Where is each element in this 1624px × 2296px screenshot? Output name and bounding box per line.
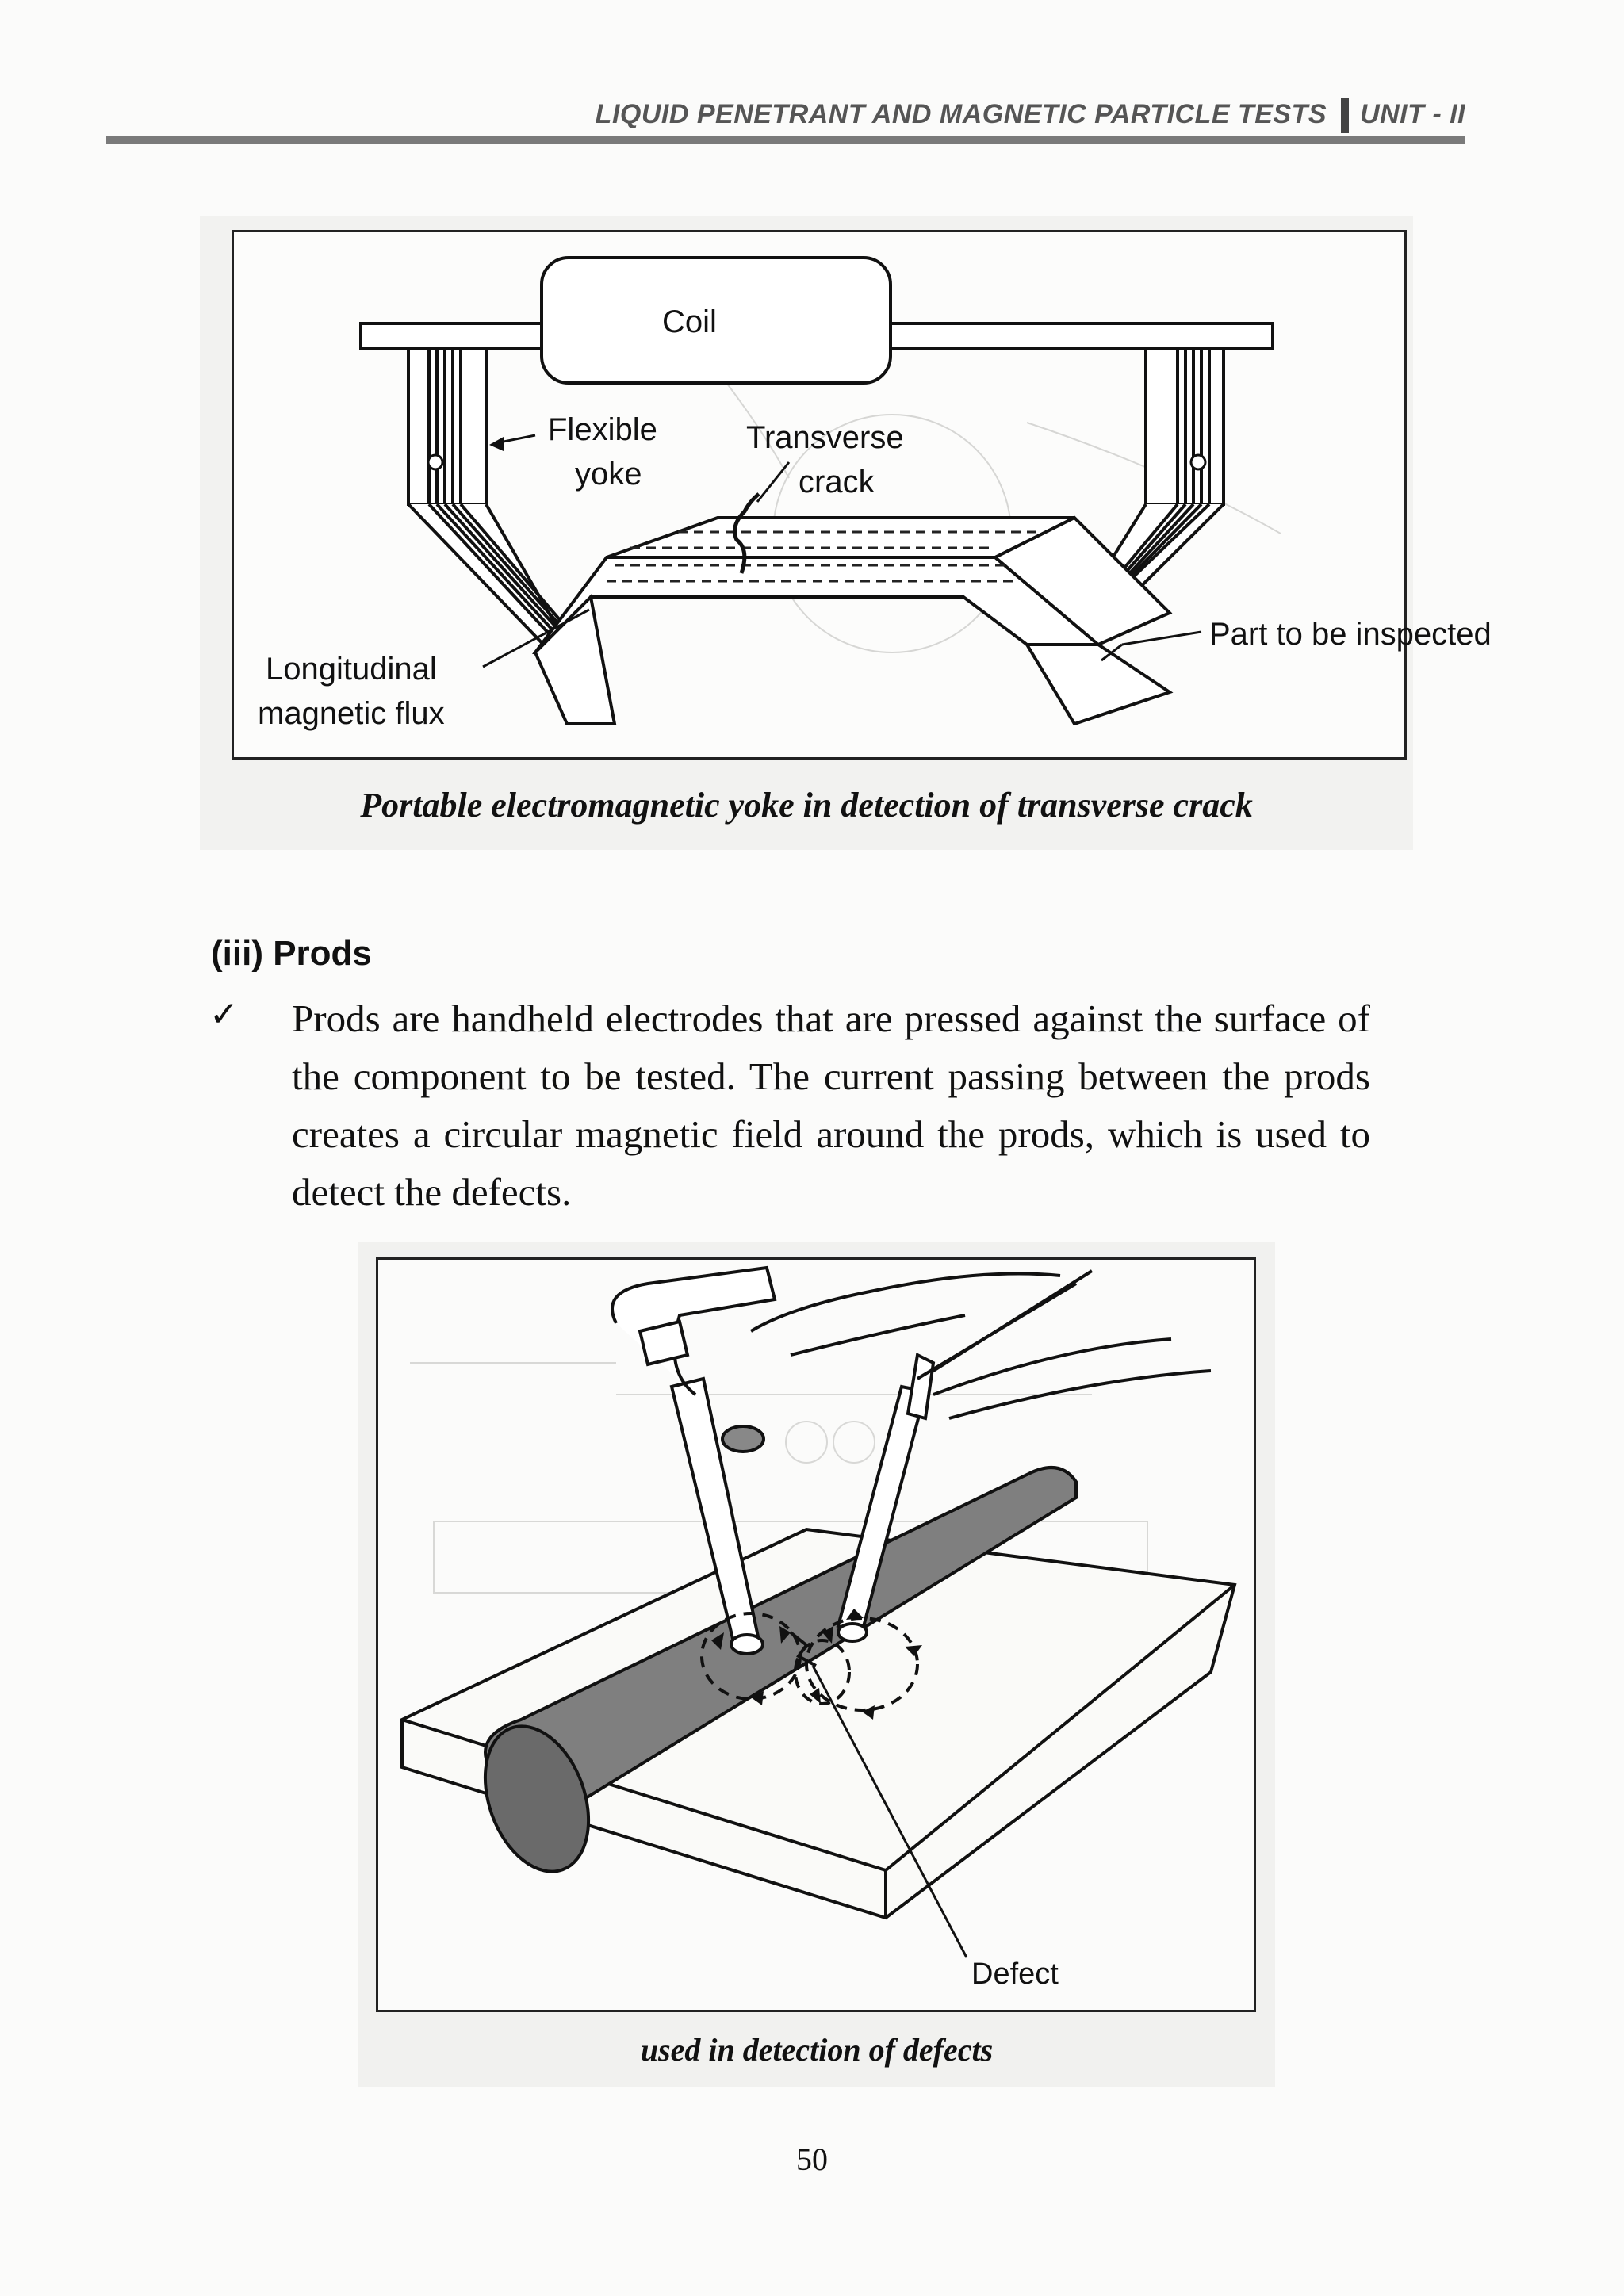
- figure-prods: [358, 1242, 1275, 2087]
- label-part-to-be-inspected: Part to be inspected: [1209, 617, 1492, 652]
- header-separator: [1341, 98, 1349, 133]
- label-defect: Defect: [971, 1957, 1059, 1991]
- bullet-paragraph: Prods are handheld electrodes that are pressed against the surface of the component to be tested. The current passing between the prods creates a circular magnetic field around the prods, which is used to detect the defects.: [292, 997, 1370, 1214]
- checkmark-icon: ✓: [209, 994, 239, 1035]
- section-heading: (iii) Prods: [211, 934, 372, 973]
- label-coil: Coil: [662, 304, 717, 339]
- label-longitudinal: Longitudinal: [266, 652, 437, 687]
- figure-yoke-frame: [232, 230, 1492, 760]
- pivot-left-circle: [428, 455, 442, 469]
- label-flexible-yoke-1: Flexible: [548, 412, 657, 447]
- page-number: 50: [796, 2141, 828, 2177]
- label-transverse-crack-1: Transverse: [746, 420, 904, 455]
- figure-prods-caption: used in detection of defects: [640, 2032, 994, 2068]
- prods-illustration: [378, 1260, 1254, 2010]
- label-magnetic-flux: magnetic flux: [258, 696, 445, 731]
- running-header: [106, 94, 1465, 143]
- header-title: LIQUID PENETRANT AND MAGNETIC PARTICLE TESTS: [595, 98, 1327, 129]
- figure-prods-frame: [376, 1257, 1256, 2012]
- header-rule: [106, 136, 1465, 144]
- label-transverse-crack-2: crack: [799, 465, 875, 499]
- pivot-right-circle: [1191, 455, 1205, 469]
- header-unit: UNIT - II: [1360, 98, 1465, 129]
- header-text: [596, 98, 1465, 133]
- label-flexible-yoke-2: yoke: [575, 457, 642, 492]
- figure-yoke-caption: Portable electromagnetic yoke in detection of transverse crack: [360, 786, 1253, 825]
- figure-yoke: [200, 216, 1492, 850]
- left-yoke-leg: [408, 349, 572, 652]
